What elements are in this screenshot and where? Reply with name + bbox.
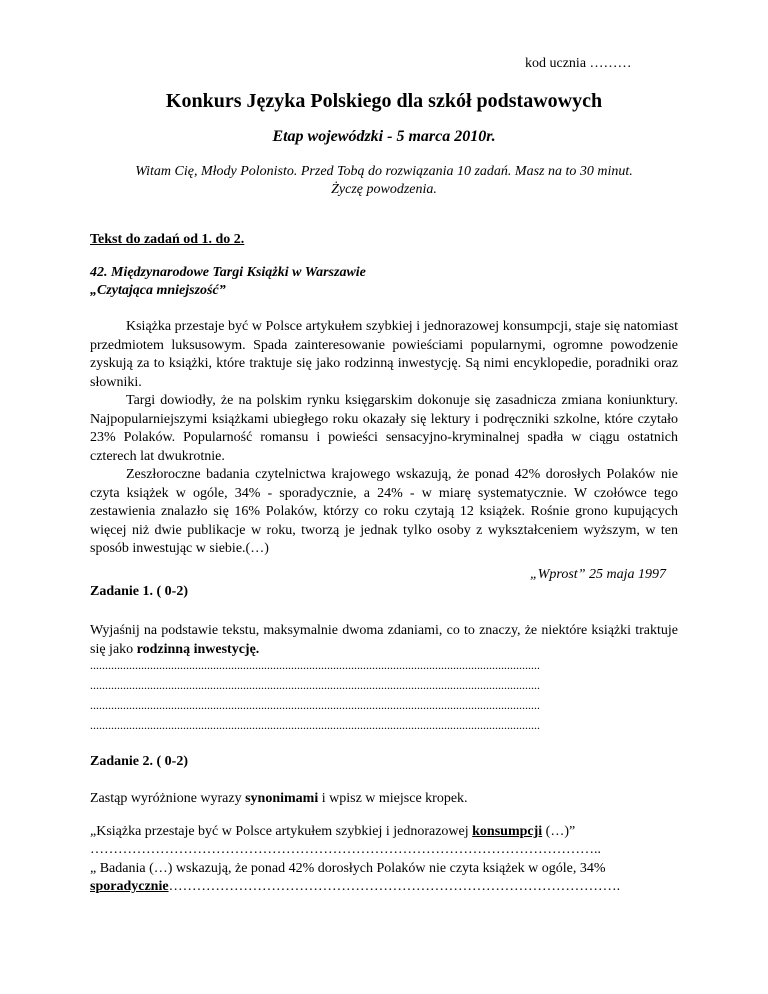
article-body — [90, 318, 678, 559]
article-paragraph: Zeszłoroczne badania czytelnictwa krajowego wskazują, że ponad 42% dorosłych Polaków nie czyta książek w ogóle, 34% - sporadycznie, a 24% - w miarę systematycznie. W czołówce tego zestawienia znalazło się 16% Polaków, którzy co roku czytają 12 książek. Rośnie grono kupujących więcej niż dwie publikacje w roku, tworzą je jednak tylko osoby z wykształceniem wyższym, w ten sposób inwestując w siebie.(…) — [90, 467, 678, 556]
page-title: Konkurs Języka Polskiego dla szkół podstawowych — [165, 90, 603, 112]
quote-2-highlight: sporadycznie — [90, 879, 169, 894]
quote-1-text: „Książka przestaje być w Polsce artykułem szybkiej i jednorazowej — [90, 824, 473, 839]
intro-line-1: Witam Cię, Młody Polonisto. Przed Tobą do rozwiązania 10 zadań. Masz na to 30 minut. — [135, 164, 633, 179]
article-paragraph: Targi dowiodły, że na polskim rynku księgarskim dokonuje się zasadnicza zmiana koniunktury. Najpopularniejszymi książkami ubiegłego roku okazały się lektury i podręczniki szkolne, które czytało 23% Polaków. Popularność romansu i powieści sensacyjno-kryminalnej spadła w ciągu ostatnich czterech lat dwukrotnie. — [90, 393, 678, 464]
task-1-instruction-text: Wyjaśnij na podstawie tekstu, maksymalnie dwoma zdaniami, co to znaczy, że niektóre książki traktuje się jako — [90, 623, 678, 657]
quote-1-answer-line[interactable]: ……………………………………………………………………………………………….. — [90, 842, 601, 857]
section-heading: Tekst do zadań od 1. do 2. — [90, 232, 245, 247]
quote-2-answer-line[interactable]: ……………………………………………………………………………………. — [168, 879, 621, 894]
article-heading-line-2: „Czytająca mniejszość” — [90, 283, 226, 298]
answer-line[interactable]: ...................................................................................................................................................... — [90, 718, 540, 732]
task-2-quote-1 — [90, 823, 678, 842]
task-2-instruction — [90, 790, 678, 809]
task-2-keyword: synonimami — [245, 791, 319, 806]
task-2-quote-2-answer[interactable] — [90, 878, 678, 897]
task-1-heading: Zadanie 1. ( 0-2) — [90, 584, 188, 599]
article-paragraph: Książka przestaje być w Polsce artykułem szybkiej i jednorazowej konsumpcji, staje się natomiast przedmiotem luksusowym. Spada zainteresowanie powieściami popularnymi, ogromne powodzenie zyskują za to książki, które traktuje się jako rodzinną inwestycję. Są nimi encyklopedie, poradniki oraz słowniki. — [90, 319, 678, 390]
quote-1-highlight: konsumpcji — [472, 824, 543, 839]
task-2-instruction-text: Zastąp wyróżnione wyrazy — [90, 791, 246, 806]
answer-line[interactable]: ...................................................................................................................................................... — [90, 678, 540, 692]
article-source: „Wprost” 25 maja 1997 — [529, 567, 666, 582]
answer-line[interactable]: ...................................................................................................................................................... — [90, 698, 540, 712]
intro-line-2: Życzę powodzenia. — [331, 182, 437, 197]
task-1-keyword: rodzinną inwestycję. — [136, 641, 260, 657]
task-2-quote-2: „ Badania (…) wskazują, że ponad 42% dorosłych Polaków nie czyta książek w ogóle, 34% — [90, 861, 606, 876]
answer-line[interactable]: ...................................................................................................................................................... — [90, 658, 540, 672]
task-2-heading: Zadanie 2. ( 0-2) — [90, 754, 188, 769]
student-code: kod ucznia ……… — [525, 56, 632, 71]
task-1-instruction — [90, 622, 678, 659]
task-2-instruction-text-after: i wpisz w miejsce kropek. — [318, 791, 468, 806]
article-heading-line-1: 42. Międzynarodowe Targi Książki w Warszawie — [90, 265, 366, 280]
intro-text — [90, 163, 678, 199]
exam-stage: Etap wojewódzki - 5 marca 2010r. — [272, 128, 496, 145]
article-heading — [90, 264, 366, 300]
quote-1-text-end: (…)” — [542, 824, 576, 839]
task-1-answer-lines[interactable] — [90, 655, 678, 735]
